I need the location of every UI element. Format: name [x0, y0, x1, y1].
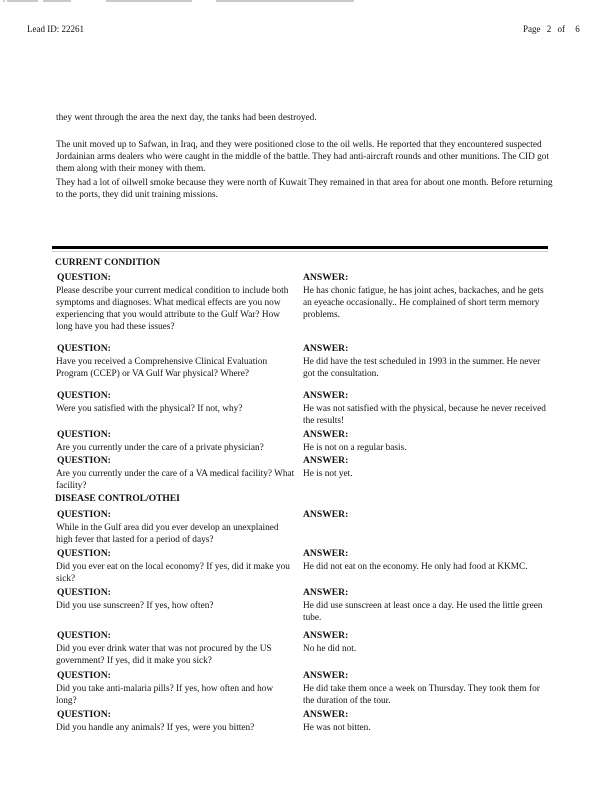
answer-text: He did have the test scheduled in 1993 in the summer. He never got the consultation. — [303, 357, 541, 379]
answer-label: ANSWER: — [303, 455, 349, 466]
scan-artifact-strip — [7, 0, 38, 2]
answer-label: ANSWER: — [303, 709, 349, 720]
answer-text: He did not eat on the economy. He only had food at KKMC. — [303, 562, 528, 572]
page-indicator — [523, 23, 584, 35]
question-text: Were you satisfied with the physical? If not, why? — [56, 404, 243, 414]
answer-label: ANSWER: — [303, 587, 349, 598]
answer-text: He was not satisfied with the physical, because he never received the results! — [303, 404, 546, 426]
question-text: Are you currently under the care of a VA medical facility? What facility? — [56, 469, 295, 491]
answer-text: He has chonic fatigue, he has joint aches, backaches, and he gets an eyeache occasionally.. He complained of short term memory problems. — [303, 286, 544, 320]
question-label: QUESTION: — [57, 630, 111, 641]
section-title-current-condition: CURRENT CONDITION — [55, 258, 161, 268]
question-text: Did you use sunscreen? If yes, how often? — [56, 601, 214, 611]
question-text: Did you ever drink water that was not procured by the US government? If yes, did it make you sick? — [56, 644, 272, 666]
answer-text: No he did not. — [303, 644, 357, 654]
question-text: Have you received a Comprehensive Clinical Evaluation Program (CCEP) or VA Gulf War physical? Where? — [56, 357, 268, 379]
question-label: QUESTION: — [57, 548, 111, 559]
page-label: Page — [523, 24, 541, 34]
section-divider-faint — [52, 251, 548, 252]
answer-label: ANSWER: — [303, 343, 349, 354]
answer-text: He did use sunscreen at least once a day. He used the little green tube. — [303, 601, 543, 623]
scan-artifact-strip — [216, 0, 354, 2]
scan-artifact-strip — [3, 0, 5, 2]
narrative-paragraph: they went through the area the next day, the tanks had been destroyed. — [56, 113, 317, 123]
answer-label: ANSWER: — [303, 272, 349, 283]
question-label: QUESTION: — [57, 509, 111, 520]
answer-label: ANSWER: — [303, 670, 349, 681]
question-label: QUESTION: — [57, 272, 111, 283]
question-label: QUESTION: — [57, 670, 111, 681]
lead-id: Lead ID: 22261 — [27, 24, 84, 34]
answer-text: He was not bitten. — [303, 723, 371, 733]
page-total: 6 — [575, 24, 580, 34]
narrative-paragraph: They had a lot of oilwell smoke because they were north of Kuwait They remained in that area for about one month. Before returning to the ports, they did unit training missions. — [56, 178, 553, 200]
question-label: QUESTION: — [57, 343, 111, 354]
question-text: While in the Gulf area did you ever develop an unexplained high fever that lasted for a period of days? — [56, 523, 279, 545]
question-label: QUESTION: — [57, 429, 111, 440]
answer-text: He is not on a regular basis. — [303, 443, 407, 453]
section-title-disease-control: DISEASE CONTROL/OTHEI — [55, 494, 180, 504]
question-label: QUESTION: — [57, 455, 111, 466]
scan-artifact-strip — [106, 0, 192, 2]
answer-text: He did take them once a week on Thursday. They took them for the duration of the tour. — [303, 684, 540, 706]
scan-artifact-strip — [43, 0, 71, 2]
question-label: QUESTION: — [57, 709, 111, 720]
answer-label: ANSWER: — [303, 630, 349, 641]
question-text: Did you ever eat on the local economy? If yes, did it make you sick? — [56, 562, 290, 584]
question-text: Are you currently under the care of a private physician? — [56, 443, 264, 453]
answer-label: ANSWER: — [303, 509, 349, 520]
section-divider — [52, 246, 548, 249]
question-label: QUESTION: — [57, 390, 111, 401]
answer-text: He is not yet. — [303, 469, 353, 479]
page-of: of — [557, 24, 565, 34]
answer-label: ANSWER: — [303, 548, 349, 559]
narrative-paragraph: The unit moved up to Safwan, in Iraq, and they were positioned close to the oil wells. He reported that they encountered suspected Jordainian arms dealers who were caught in the middle of the battle. They had anti-aircraft rounds and other munitions. The CID got them along with their money with them. — [56, 140, 550, 174]
question-text: Did you take anti-malaria pills? If yes, how often and how long? — [56, 684, 274, 706]
question-text: Please describe your current medical condition to include both symptoms and diagnoses. What medical effects are you now experiencing that you would attribute to the Gulf War? How long have you had these issues? — [56, 286, 289, 332]
answer-label: ANSWER: — [303, 390, 349, 401]
answer-label: ANSWER: — [303, 429, 349, 440]
page-current: 2 — [546, 24, 552, 34]
question-label: QUESTION: — [57, 587, 111, 598]
question-text: Did you handle any animals? If yes, were you bitten? — [56, 723, 255, 733]
